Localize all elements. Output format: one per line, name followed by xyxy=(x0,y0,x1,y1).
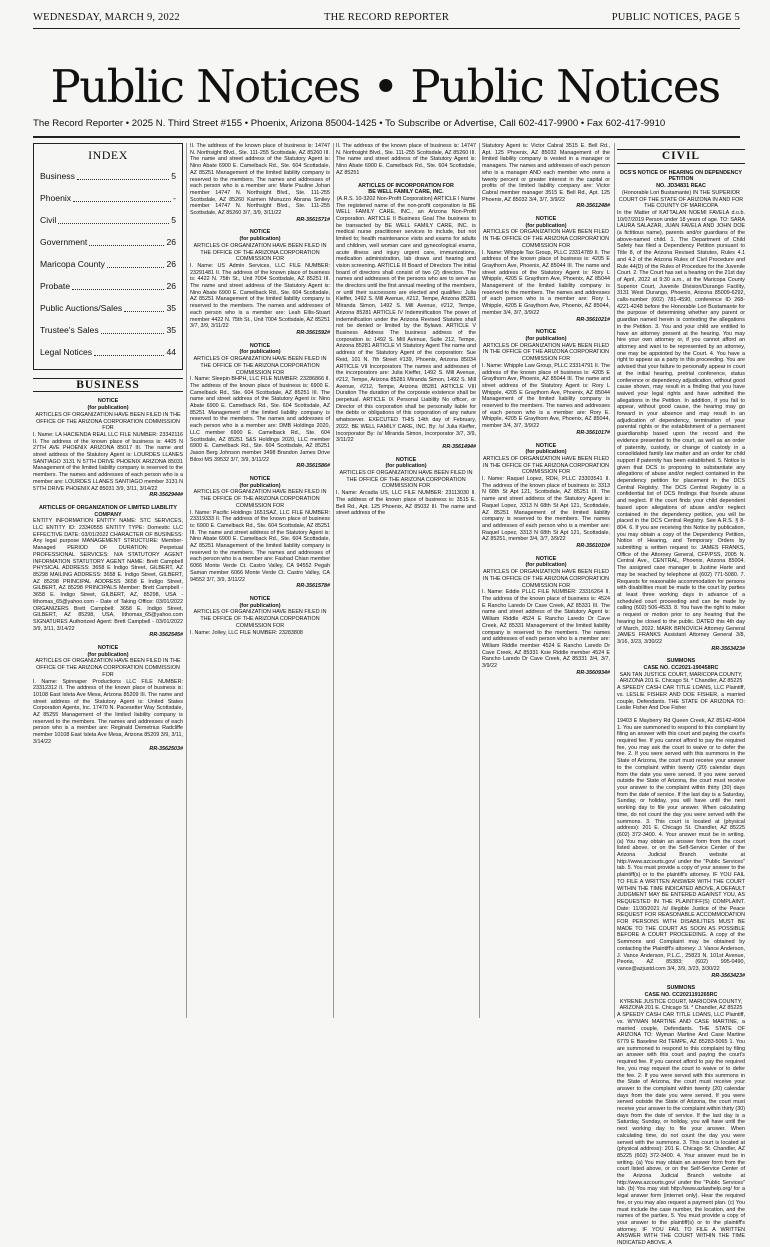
notice-heading: SUMMONS xyxy=(666,658,696,665)
index-entry-page: 5 xyxy=(171,214,176,225)
paper-name: THE RECORD REPORTER xyxy=(323,12,450,23)
index-leader-dots xyxy=(73,187,171,202)
notice-ref-number: RR-3561571# xyxy=(296,216,330,223)
notice-preamble: ARTICLES OF ORGANIZATION HAVE BEEN FILED IN THE OFFICE OF THE ARIZONA CORPORATION COMMISSION FOR xyxy=(193,609,327,629)
notice-body: The registered name of the non-profit corporation is BE WELL FAMILY CARE, INC., an Arizona Non-Profit Corporation. ARTICLE II Business Goal The business to be transacted by BE WELL FAMILY CARE, INC. is medical nurse practitioner services to include, but not limited to; health maintenance visits and exams for adults and children, well woman care and gynecological exams, acute illness and injury urgent care, immunizations, medication administration, lab draws and hearing and vision screening. ARTICLE III Board of Directors The initial board of directors shall consist of two (2) directors. The names and addresses of the persons who are to serve as the directors until the first annual meeting of the members, or until their successors are elected and qualifies: Julia Kieffer, 1492 S. Mill Avenue, #212, Tempe, Arizona 85281 Miranda Simon, 1492 S. Mill Avenue, #212, Tempe, Arizona 85281 ARTICLE IV Indemnification The power of indemnification under the Arizona Revised Statutes shall not be denied or limited by the Bylaws. ARTICLE V Business Address The business address of the corporation is: 1492 S. Mill Avenue, Suite 212, Tempe, Arizona 85281 ARTICLE VI Statutory Agent The name and address of the Statutory Agent of the corporation: Sue Reid, 101 N. 7th Street #139, Phoenix, Arizona 85034 ARTICLE VII Incorporators The names and addresses of the incorporators are: Julia Kieffer, 1492 S. Mill Avenue, #212, Tempe, Arizona 85281 Miranda Simon, 1492 S. Mill Avenue, #212, Tempe, Arizona 85281 ARTICLE VIII Duration The duration of the corporate existence shall be perpetual. ARTICLE IX Personal Liability No officer, or Director of this corporation shall be personally liable for the debts or obligations of this corporation of any nature whatsoever. EXECUTED THIS 14th day of February, 2022. BE WELL FAMILY CARE, INC. By: /s/ Julia Kieffer, Incorporator By: /s/ Miranda Simon, Incorporator 3/7, 3/9, 3/11/22 xyxy=(336,202,476,444)
notice-ref-number: RR-3562545# xyxy=(149,632,183,639)
notice-body: I. Name: Jolley, LLC FILE NUMBER: 23283808 xyxy=(190,629,303,636)
index-entry-page: 26 xyxy=(166,258,176,269)
notice-preamble: SAN TAN JUSTICE COURT, MARICOPA COUNTY, ARIZONA 201 E. Chicago St. * Chandler, AZ 85225 xyxy=(619,671,743,685)
notice-body: In the Matter of KATTALAN NOEMI FAVELA d.o.b. 10/07/2019 Person under 18 years of age. TO: SARA LAURA SALAZAR, JUAN FAVELA AND JOHN DOE (a fictitious name), parents and/or guardians of the above-named child. 1. The Department of Child Safety has filed a Dependency Petition pursuant to Title 8, of the Arizona Revised Statutes, Rules 4.1 and 4.2 of the Arizona Rules of Civil Procedure and Rule 44(D) of the Rules of Procedure for the Juvenile Court. 2. The Court has set a hearing on the 21st day of April, 2022 at 9:30 a.m., at the Maricopa County Superior Court, Juvenile Division/Durango Facility, 3131 West Durango, Phoenix, Arizona 85009-6292, calls-number (602) 781-4590, conference ID 268-4221-4248 before the Honorable Lori Bustamante for the purpose of determining whether any parent or guardian named herein is contesting the allegations in the Petition. 3. You and your child are entitled to have an attorney present at the hearing. You may hire your own attorney or, if you cannot afford an attorney and want to be represented by an attorney, one may be appointed by the Court. 4. You have a right to appear as a party in this proceeding. You are advised that your failure to personally appear in court at the initial hearing, pretrial conference, status conference or dependency adjudication, without good cause shown, may result in a finding that you have waived your legal rights and have admitted the allegations in the Petition. In addition, if you fail to appear, without good cause, the hearing may go forward in your absence and may result in an adjudication of dependency, termination of your parental rights or the establishment of a permanent guardianship based upon the record and the evidence presented to the court, as well as an order of paternity, custody, or change of custody in a consolidated family law matter and an order for child support if paternity has been established. 5. Notice is given that DCS is proposing to substantiate any allegations of abuse and/or neglect contained in the dependency petition for placement in the DCS Central Registry. The DCS Central Registry is a confidential list of DCS findings that founds abuse and neglect. If the court finds your child dependent based upon allegations of abuse and/or neglect contained in the dependency petition, you will be placed in the DCS Central Registry. See A.R.S. § 8-804. 6. If you are receiving this Notice by publication, you may obtain a copy of the Dependency Petition, Notice of Hearing, and Temporary Orders by submitting a written request to: JAMES FRANKS, Office of the Attorney General, CFP/PSS, 2005 N. Central Ave., CENTRAL, Phoenix, Arizona 85004. The assigned case manager is Justine Harte and may be reached by telephone at (602) 771-5080. 7. Requests for reasonable accommodation for persons with disabilities must be made to the court by parties at least three working days in advance of a scheduled court proceeding and can be made by calling (602) 506-4533. 8. You have the right to make a request or motion prior to any hearing that the hearing be closed to the public. DATED this 4th day of March, 2022. MARK BRNOVICH Attorney General JAMES FRANKS Assistant Attorney General 3/8, 3/16, 3/23, 3/30/22 xyxy=(617,209,745,645)
notice-body: II. The address of the known place of business is: 14747 N. Northsight Blvd., Ste. 111-255 Scottsdale, AZ 85260 III. The name and street address of the Statutory Agent is: Nino Abate 6900 E. Camelback Rd., Ste. 604 Scottsdale, AZ 85251 xyxy=(336,143,476,176)
legal-notice xyxy=(482,443,610,550)
index-entry-page: 35 xyxy=(166,324,176,335)
masthead-subline: The Record Reporter • 2025 N. Third Street #155 • Phoenix, Arizona 85004-1425 • To Subscribe or Advertise, Call 602-417-9900 • Fax 602-417-9910 xyxy=(33,118,666,129)
index-entry-page: - xyxy=(173,192,176,203)
index-entry xyxy=(40,297,176,319)
index-entry xyxy=(40,231,176,253)
index-entry xyxy=(40,187,176,209)
legal-notice xyxy=(336,143,476,177)
legal-notice xyxy=(33,398,183,499)
column-divider xyxy=(186,143,187,1018)
notice-body: I. Name: US Admin Services, LLC FILE NUMBER: 23291481 II. The address of the known place of business is: 4422 N. 75th St., Unit 7004 Scottsdale, AZ 85251 III. The name and street address of the Statutory Agent is: Nino Abate 6900 E. Camelback Rd., Ste. 604 Scottsdale, AZ 85251 Management of the limited liability company is reserved to the members. The names and addresses of each person who is a member are: Leah Ellis-Stuart member 4422 N. 75th St., Unit 7004 Scottsdale, AZ 85251 3/7, 3/9, 3/11/22 xyxy=(190,262,330,330)
masthead-rule xyxy=(33,136,740,138)
legal-notice xyxy=(190,229,330,336)
index-entry-name: Legal Notices xyxy=(40,346,93,357)
index-list xyxy=(40,165,176,363)
notice-body: Statutory Agent is: Victor Cabral 3515 E. Bell Rd., Apt. 125 Phoenix, AZ 85032 Management of the limited liability company is vested in a manager or managers. The names and addresses of each person who is a manager AND each member who owns a twenty percent or greater interest in the capital or profits of the limited liability company are: Victor Cabral member manager 3515 E. Bell Rd., Apt. 125 Phoenix, AZ 85032 3/4, 3/7, 3/9/22 xyxy=(482,143,610,203)
notice-subheading: CASE NO. CC2021-190458RC xyxy=(643,665,719,672)
section-heading-business: BUSINESS xyxy=(33,378,183,393)
notice-body: I. Name: Raquel Lopez, RDH, PLLC 23303541 II. The address of the known place of business is: 3313 N 68th St Apt 121, Scottsdale, AZ 85251 III. The name and street address of the Statutory Agent is: Raquel Lopez, 3313 N 68th St Apt 121, Scottsdale, AZ 85251 Management of the limited liability company is reserved to the members. The names and addresses of each person who is a member are: Raquel Lopez, 3313 N 68th St Apt 121, Scottsdale, AZ 85251, member 3/4, 3/7, 3/9/22 xyxy=(482,476,610,543)
notice-heading: NOTICE xyxy=(249,229,271,236)
notice-preamble: ARTICLES OF ORGANIZATION HAVE BEEN FILED IN THE OFFICE OF THE ARIZONA CORPORATION COMMISSION FOR xyxy=(482,229,610,249)
notice-heading: SUMMONS xyxy=(666,985,696,992)
notice-subheading: NO. JD34831 REAC xyxy=(656,183,706,190)
index-entry-name: Public Auctions/Sales xyxy=(40,302,123,313)
index-leader-dots xyxy=(101,319,165,334)
notice-subheading: (for publication) xyxy=(87,651,129,658)
notice-subheading: (for publication) xyxy=(385,463,427,470)
legal-notice xyxy=(482,143,610,210)
notice-heading: NOTICE xyxy=(535,442,557,449)
index-entry-name: Trustee's Sales xyxy=(40,324,99,335)
column-1 xyxy=(33,143,183,1018)
notice-list xyxy=(482,143,610,676)
notice-preamble: ARTICLES OF ORGANIZATION HAVE BEEN FILED IN THE OFFICE OF THE ARIZONA CORPORATION COMMISSION FOR xyxy=(193,242,327,263)
index-leader-dots xyxy=(124,297,164,312)
notice-preamble: ARTICLES OF ORGANIZATION HAVE BEEN FILED IN THE OFFICE OF THE ARIZONA CORPORATION COMMISSION FOR xyxy=(35,411,181,432)
index-leader-dots xyxy=(72,275,164,290)
notice-subheading: CASE NO. CC2021191265RC xyxy=(644,992,718,999)
index-leader-dots xyxy=(107,253,164,268)
notice-heading: NOTICE xyxy=(249,596,271,602)
notice-heading: ARTICLES OF INCORPORATION FOR xyxy=(358,182,454,189)
notice-preamble: ARTICLES OF ORGANIZATION HAVE BEEN FILED IN THE OFFICE OF THE ARIZONA CORPORATION COMMISSION FOR xyxy=(482,342,610,363)
index-entry-name: Government xyxy=(40,236,88,247)
index-box xyxy=(33,143,183,370)
notice-preamble: ARTICLES OF ORGANIZATION HAVE BEEN FILED IN THE OFFICE OF THE ARIZONA CORPORATION COMMISSION FOR xyxy=(193,489,327,509)
masthead-title: Public Notices • Public Notices xyxy=(50,60,720,113)
header-rule xyxy=(33,28,740,29)
notice-ref-number: RR-3561586# xyxy=(296,463,330,470)
legal-notice xyxy=(482,329,610,436)
index-entry-name: Probate xyxy=(40,280,71,291)
column-divider xyxy=(479,143,480,1018)
legal-notice xyxy=(617,718,745,979)
notice-ref-number: RR-3562944# xyxy=(149,492,183,499)
notice-heading: DCS'S NOTICE OF HEARING ON DEPENDENCY PETITION xyxy=(620,169,742,183)
legal-notice xyxy=(190,596,330,636)
notice-list xyxy=(617,718,745,1247)
legal-notice xyxy=(33,505,183,639)
notice-heading: NOTICE xyxy=(97,645,119,652)
notice-heading: NOTICE xyxy=(249,342,271,349)
notice-heading: ARTICLES OF ORGANIZATION OF LIMITED LIABILITY COMPANY xyxy=(39,504,177,518)
notice-subheading: (for publication) xyxy=(239,482,281,489)
index-leader-dots xyxy=(77,165,169,180)
column-3 xyxy=(336,143,476,1018)
column-2 xyxy=(190,143,330,1018)
index-title: INDEX xyxy=(88,148,128,162)
notice-body: I. Name: Spinnaper Productions LLC FILE NUMBER: 23312312 II. The address of the known place of business is: 10108 East Isleta Ave Mesa, Arizona 85209 III. The name and street address of the Statutory Agent is: United States Corporation Agents, Inc. 17470 N. Pacesetter Way Scottsdale, AZ 85255 Management of the limited liability company is reserved to the members. The names and addresses of each person who is a member are: Reginald Demetrius Radcliffe member 10108 East Isleta Ave Mesa, Arizona 85209 3/9, 3/11, 3/14/22 xyxy=(33,678,183,745)
index-entry xyxy=(40,165,176,187)
notice-heading: NOTICE xyxy=(249,476,271,483)
notice-preamble: ARTICLES OF ORGANIZATION HAVE BEEN FILED IN THE OFFICE OF THE ARIZONA CORPORATION COMMISSION FOR xyxy=(482,569,610,589)
notice-subheading: (for publication) xyxy=(525,562,567,569)
index-entry-page: 5 xyxy=(171,170,176,181)
index-leader-dots xyxy=(94,341,164,356)
notice-heading: NOTICE xyxy=(535,216,557,223)
index-entry-page: 26 xyxy=(166,280,176,291)
notice-preamble: KYRENE JUSTICE COURT, MARICOPA COUNTY, ARIZONA 201 E. Chicago St. * Chandler, AZ 85225 xyxy=(619,998,743,1012)
column-4 xyxy=(482,143,610,1018)
notice-body: I. Name: Whipple Tax Group, PLLC 23314789 II. The address of the known place of business is: 4205 E Graythorn Ave, Phoenix, AZ 85044 III. The name and street address of the Statutory Agent is: Rory L Whipple, 4205 E Graythorn Ave, Phoenix, AZ 85044 Management of the limited liability company is reserved to the members. The names and addresses of each person who is a member are: Rory L Whipple, 4205 E Graythorn Ave, Phoenix, AZ 85044, member 3/4, 3/7, 3/9/22 xyxy=(482,249,610,316)
notice-subheading: (for publication) xyxy=(239,602,281,609)
notice-heading: NOTICE xyxy=(535,555,557,562)
notice-body: I. Name: Sleepin BHPH, LLC FILE NUMBER: 23286866 II. The address of the known place of business is: 6900 E. Camelback Rd., Ste. 604 Scottsdale, AZ 85251 III. The name and street address of the Statutory Agent is: Nino Abate 6900 E. Camelback Rd., Ste. 604 Scottsdale, AZ 85251 Management of the limited liability company is reserved to the members. The names and addresses of each person who is a member are: DMB Holdings 2020, LLC member 6900 E. Camelback Rd., Ste. 604 Scottsdale, AZ 85251 S&S Holdings 2020, LLC member 6900 E. Camelback Rd., Ste. 604 Scottsdale, AZ 85251 Jason Berg Johnson member 3498 Brandon James Drive Biloxi MS 39532 3/7, 3/9, 3/11/22 xyxy=(190,376,330,463)
notice-ref-number: RR-3562503# xyxy=(149,745,183,752)
issue-date: WEDNESDAY, MARCH 9, 2022 xyxy=(33,12,180,23)
notice-heading: NOTICE xyxy=(97,398,119,405)
notice-body: I. Name: Whipple Law Group, PLLC 23314791 II. The address of the known place of business is: 4205 E Graythorn Ave, Phoenix, AZ 85044 III. The name and street address of the Statutory Agent is: Rory L Whipple, 4205 E Graythorn Ave, Phoenix, AZ 85044 Management of the limited liability company is reserved to the members. The names and addresses of each person who is a member are: Rory E. Whipple, 4205 E Graythorn Ave, Phoenix, AZ 85044, member 3/4, 3/7, 3/9/22 xyxy=(482,362,610,430)
index-entry-page: 35 xyxy=(166,302,176,313)
index-leader-dots xyxy=(89,231,164,246)
notice-body: A SPEEDY CASH CAR TITLE LOANS, LLC Plaintiff, vs. WYMAN MARTINE AND CASE MARTINE, a married couple, Defendants. THE STATE OF ARIZONA TO: Wyman Martine And Case Martine 6779 E Baseline Rd TEMPE, AZ 85283-5065 1. You are summoned to respond to this complaint by filing an answer with this court and paying the court's required fee. If you cannot afford to pay the required fee, you may request the court to waive or to defer the fee. 2. If you were served with this summons in the State of Arizona, the court must receive your answer to the complaint within twenty (20) calendar days from the date you were served. If you were served outside the State of Arizona, the court must receive your answer to the complaint within thirty (30) days from the date of service. If the last day is a Saturday, Sunday, or holiday, you will have until the next working day to file your answer. When calculating time, do not count the day you were served with the summons. 3. This court is located at (physical address): 201 E. Chicago St. Chandler, AZ 85225 (602) 372-3400. 4. Your answer must be in writing. (a) You may obtain an answer form from the court listed above, or on the Self-Service Center of the Arizona Judicial Branch website at http://www.azcourts.gov/ under the "Public Services" tab. (b) You may visit http://www.azlawhelp.org/ for a legal answer form (internet only). Hear the required fee, or you may also request a payment plan. (c) You must include the case number, the location, and the names of the parties. 5. You must provide a copy of your answer to the plaintiff(s) or to the plaintiff's attorney. IF YOU FAIL TO FILE A WRITTEN ANSWER WITH THE COURT WITHIN THE TIME INDICATED ABOVE, A xyxy=(617,1012,745,1247)
notice-body: I. Name: LA HACIENDA REAL LLC FILE NUMBER: 23342116 II. The address of the known place of business is: 4405 N 27TH AVE PHOENIX ARIZONA 85017 III. The name and street address of the Statutory Agent is: LOURDES LLANES SANTIAGO 3131 N 57TH DRIVE PHOENIX ARIZONA 85031 Management of the limited liability company is reserved to the members. The names and addresses of each person who is a member are: LOURDES LLANES SANTIAGO member 3131 N 57TH DRIVE PHOENIX AZ 85031 3/9, 3/11, 3/14/22 xyxy=(33,431,183,492)
index-entry-name: Civil xyxy=(40,214,57,225)
notice-subheading: BE WELL FAMILY CARE, INC. xyxy=(368,189,444,196)
notice-preamble: ARTICLES OF ORGANIZATION HAVE BEEN FILED IN THE OFFICE OF THE ARIZONA CORPORATION COMMISSION FOR xyxy=(482,455,610,476)
notice-ref-number: RR-3561021# xyxy=(576,316,610,323)
notice-ref-number: RR-3561578# xyxy=(296,583,330,590)
notice-subheading: (for publication) xyxy=(525,335,567,342)
legal-notice xyxy=(617,658,745,712)
notice-list xyxy=(336,143,476,517)
index-entry xyxy=(40,209,176,231)
column-divider xyxy=(333,143,334,1018)
notice-ref-number: RR-3561017# xyxy=(576,429,610,436)
legal-notice xyxy=(482,556,610,677)
notice-list xyxy=(33,398,183,752)
legal-notice xyxy=(33,645,183,752)
notice-subheading: (for publication) xyxy=(525,449,567,456)
legal-notice xyxy=(190,476,330,590)
section-heading-civil: CIVIL xyxy=(617,149,745,164)
notice-body: 19403 E Mayberry Rd Queen Creek, AZ 85142-4904 1. You are summoned to respond to this complaint by filing an answer with this court and paying the court's required fee. If you cannot afford to pay the required fee, you may ask the court to waive or to defer the fee. 2. If you were served with this summons in the State of Arizona, the court must receive your answer to the complaint within twenty (20) calendar days from the date you were served. If you were served outside the State of Arizona, the court must receive your answer to the complaint within thirty (30) days from the date of service. If the last day is a Saturday, Sunday, or holiday, you will have until the next working day to file your answer. When calculating time, do not count the day you were served with the summons. 3. This court is located at (physical address): 201 E. Chicago St. Chandler, AZ 85225 (602) 372-3400. 4. Your answer must be in writing. (a) You may obtain an answer form from the court listed above, or on the Self-Service Center of the Arizona Judicial Branch website at http://www.azcourts.gov/ under the "Public Services" tab. 5. You must provide a copy of your answer to the plaintiff(s) or to the plaintiff's attorney. IF YOU FAIL TO FILE A WRITTEN ANSWER WITH THE COURT WITHIN THE TIME INDICATED ABOVE, A DEFAULT JUDGMENT MAY BE ENTERED AGAINST YOU, AS REQUESTED IN THE PLAINTIFF(S) COMPLAINT. Date: 11/30/2021 /s/ illegible Justice of the Peace REQUEST FOR REASONABLE ACCOMMODATION FOR PERSONS WITH DISABILITIES MUST BE MADE TO THE COURT AS SOON AS POSSIBLE BEFORE A COURT PROCEEDING. A copy of the Summons and Complaint may be obtained by contacting the Plaintiff's attorney: J. Vance Anderson, J. Vance Anderson, P.L.C., 25823 N. 101st Avenue, Peoria, AZ 85383; (602) 995-0490, vance@azjustd.com 3/4, 3/9, 3/23, 3/30/22 xyxy=(617,717,745,972)
index-leader-dots xyxy=(58,209,169,224)
notice-ref-number: RR-3561494# xyxy=(442,443,476,450)
notice-ref-number: RR-3561248# xyxy=(576,203,610,210)
notice-ref-number: RR-3561592# xyxy=(296,329,330,336)
notice-body: I. Name: Arcadia US, LLC FILE NUMBER: 23113030 II. The address of the known place of business is: 3515 E. Bell Rd., Apt. 125 Phoenix, AZ 85032 III. The name and street address of the xyxy=(336,490,476,517)
notice-preamble: (A.R.S. 10-3202 Non-Profit Corporation) ARTICLE I Name xyxy=(336,195,476,202)
notice-ref-number: RR-3560934# xyxy=(576,669,610,676)
notice-body: I. Name: Eddie PLLC FILE NUMBER: 23316264 II. The address of the known place of business is: 4524 E Rancho Laredo Dr Cave Creek, AZ 85331 III. The name and street address of the Statutory Agent is: William Riddle 4524 E Rancho Laredo Dr Cave Creek, AZ 85331 Management of the limited liability company is reserved to the members. The names and addresses of each person who is a member are: William Riddle member 4524 E Rancho Laredo Dr Cave Creek, AZ 85331 Ksie Riddle member 4524 E Rancho Laredo Dr Cave Creek, AZ 85331 3/4, 3/7, 3/9/22 xyxy=(482,589,610,670)
legal-notice xyxy=(336,183,476,451)
index-entry-name: Phoenix xyxy=(40,192,72,203)
notice-ref-number: RR-3561010# xyxy=(576,543,610,550)
notice-ref-number: RR-3563423# xyxy=(711,972,745,979)
index-entry-page: 44 xyxy=(166,346,176,357)
notice-body: II. The address of the known place of business is: 14747 N. Northsight Blvd., Ste. 111-255 Scottsdale, AZ 85260 III. The name and street address of the Statutory Agent is: Nino Abate 6900 E. Camelback Rd., Ste. 604 Scottsdale, AZ 85251 Management of the limited liability company is reserved to the members. The names and addresses of each person who is a member are: Marie Pauline Johan member 14747 N. Northsight Blvd., Ste. 111-255 Scottsdale, AZ 85260 Karmen Munuzzo Abrana Smiley member 14747 N. Northsight Blvd., Ste. 111-255 Scottsdale, AZ 85260 3/7, 3/9, 3/11/22 xyxy=(190,143,330,217)
running-header xyxy=(33,12,740,26)
column-divider xyxy=(614,143,615,1018)
page-label: PUBLIC NOTICES, PAGE 5 xyxy=(611,12,740,23)
index-entry xyxy=(40,341,176,363)
notice-preamble: ARTICLES OF ORGANIZATION HAVE BEEN FILED IN THE OFFICE OF THE ARIZONA CORPORATION COMMISSION FOR xyxy=(35,658,181,678)
notice-heading: NOTICE xyxy=(535,329,557,336)
legal-notice xyxy=(190,343,330,470)
index-entry-page: 26 xyxy=(166,236,176,247)
legal-notice xyxy=(617,985,745,1246)
index-entry xyxy=(40,253,176,275)
notice-subheading: (for publication) xyxy=(239,236,281,243)
index-entry xyxy=(40,319,176,341)
legal-notice xyxy=(617,170,745,653)
legal-notice xyxy=(190,143,330,223)
index-entry-name: Maricopa County xyxy=(40,258,105,269)
notice-preamble: (Honorable Lori Bustamante) IN THE SUPERIOR COURT OF THE STATE OF ARIZONA IN AND FOR THE COUNTY OF MARICOPA xyxy=(618,189,744,210)
notice-ref-number: RR-3563423# xyxy=(711,645,745,652)
notice-preamble: ARTICLES OF ORGANIZATION HAVE BEEN FILED IN THE OFFICE OF THE ARIZONA CORPORATION COMMISSION FOR xyxy=(339,470,473,490)
legal-notice xyxy=(336,457,476,517)
notice-body: I. Name: Pacific Holdings 1651SAZ, LLC FILE NUMBER: 23319333 II. The address of the known place of business is: 6900 E. Camelback Rd., Ste. 604 Scottsdale, AZ 85251 III. The name and street address of the Statutory Agent is: Nino Abate 6900 E. Camelback Rd., Ste. 604 Scottsdale, AZ 85251 Management of the limited liability company is reserved to the members. The names and addresses of each person who is a member are: Fashad Chian member 6066 Monte Verde Ct. Castro Valley, CA 94552 Pegah Saman member 6066 Monte Verde Ct. Castro Valley, CA 94552 3/7, 3/9, 3/11/22 xyxy=(190,509,330,583)
notice-body: ENTITY INFORMATION ENTITY NAME: STC SERVICES, LLC ENTITY ID: 23340555 ENTITY TYPE: Domestic LLC EFFECTIVE DATE: 03/01/2022 CHARACTER OF BUSINESS: Any legal purpose MANAGEMENT STRUCTURE: Member-Managed PERIOD OF DURATION: Perpetual PROFESSIONAL SERVICES: N/A STATUTORY AGENT INFORMATION STATUTORY AGENT NAME: Brett Campbell PHYSICAL ADDRESS: 3658 E Indigo Street, GILBERT, AZ 85298 MAILING ADDRESS: 3658 E. Indigo Street, GILBERT, AZ 85298 PRINCIPAL ADDRESS 3658 E Indigo Street, GILBERT, AZ 85298 PRINCIPALS Member: Brett Campbell - 3658 E. Indigo Street, GILBERT, AZ, 85298, USA - lithomas_65@yahoo.com - Date of Taking Office: 03/01/2022 ORGANIZERS Brett Campbell: 3658 E. Indigo Street, GILBERT, AZ 85298, USA, lithomas_65@yahoo.com SIGNATURES Authorized Agent: Brett Campbell - 03/01/2022 3/9, 3/11, 3/14/22 xyxy=(33,518,183,632)
notice-body: A SPEEDY CASH CAR TITLE LOANS, LLC Plaintiff, vs. LESLIE FISHER AND DOE FISHER, a married couple, Defendants. THE STATE OF ARIZONA TO: Leslie Fisher And Doe Fisher xyxy=(617,685,745,712)
notice-heading: NOTICE xyxy=(395,456,417,463)
notice-preamble: ARTICLES OF ORGANIZATION HAVE BEEN FILED IN THE OFFICE OF THE ARIZONA CORPORATION COMMISSION FOR xyxy=(193,356,327,376)
notice-list xyxy=(190,143,330,636)
notice-subheading: (for publication) xyxy=(525,222,567,229)
legal-notice xyxy=(482,216,610,323)
notice-list xyxy=(617,170,745,712)
index-entry-name: Business xyxy=(40,170,75,181)
column-5 xyxy=(617,143,745,1247)
notice-subheading: (for publication) xyxy=(239,349,281,356)
notice-subheading: (for publication) xyxy=(87,405,129,412)
index-entry xyxy=(40,275,176,297)
